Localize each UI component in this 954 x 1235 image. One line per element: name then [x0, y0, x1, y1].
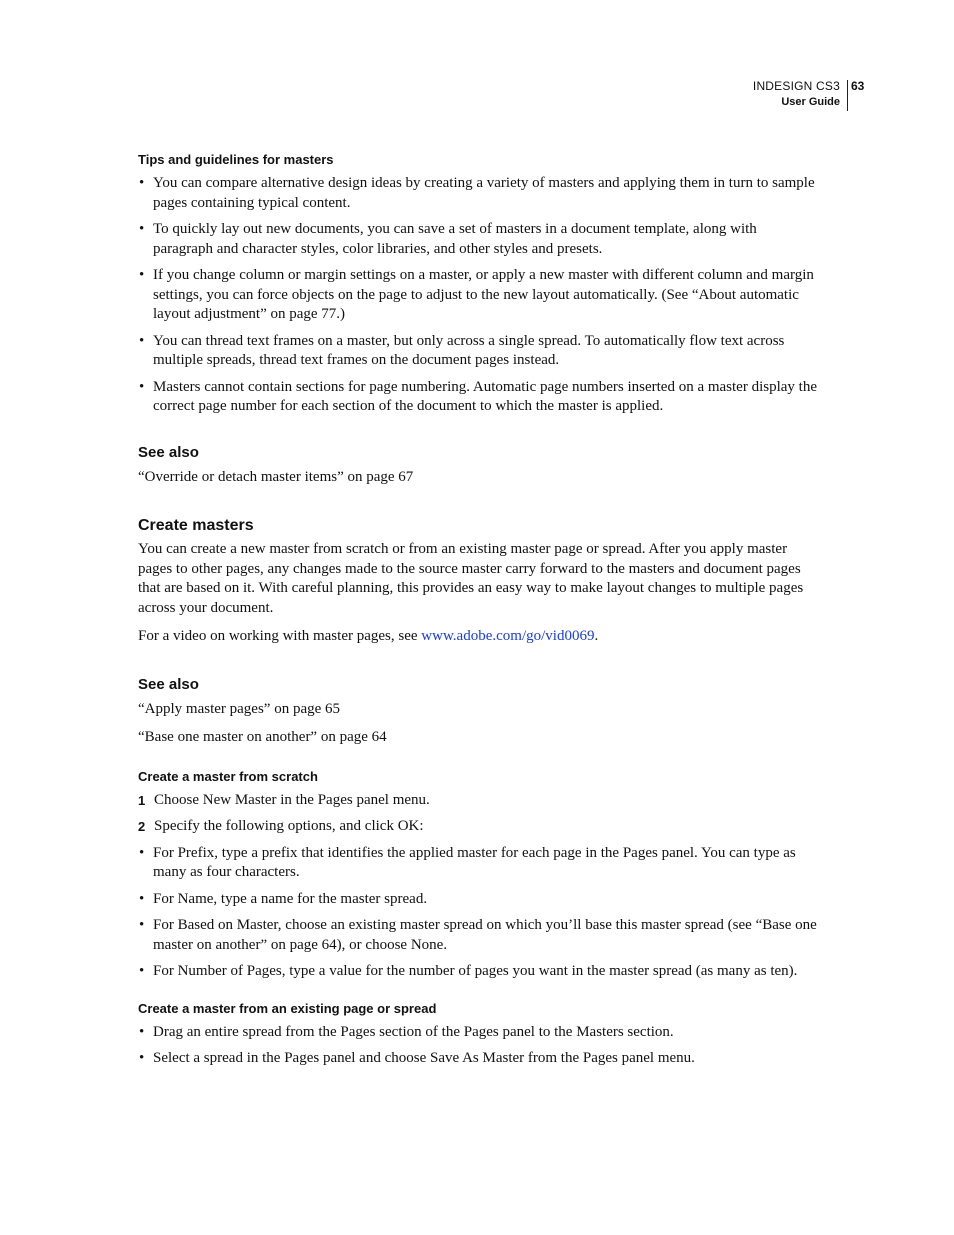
list-item-text: Select a spread in the Pages panel and choose Save As Master from the Pages panel menu.: [153, 1050, 695, 1066]
steps-list: [138, 791, 818, 837]
cross-reference-link[interactable]: “Override or detach master items” on page 67: [138, 468, 414, 485]
list-item: [138, 916, 818, 955]
step-number: 1: [138, 792, 146, 808]
see-also-heading: See also: [138, 443, 199, 461]
list-item: [138, 1049, 818, 1069]
bullet-icon: •: [139, 332, 145, 349]
running-header: [753, 78, 848, 110]
bullet-icon: •: [139, 917, 145, 933]
list-item-text: Drag an entire spread from the Pages section of the Pages panel to the Masters section.: [153, 1023, 674, 1040]
list-item-text: For Name, type a name for the master spread.: [153, 890, 428, 907]
list-item-text: For Prefix, type a prefix that identifies the applied master for each page in the Pages panel. You can type as many as four characters.: [153, 844, 796, 880]
from-scratch-heading: Create a master from scratch: [138, 768, 318, 784]
bullet-icon: •: [139, 221, 145, 237]
existing-list: [138, 1023, 818, 1069]
step-text: Specify the following options, and click OK:: [154, 818, 424, 834]
list-item-text: If you change column or margin settings on a master, or apply a new master with different column and margin settings, you can force objects on the page to adjust to the new layout automatically. (See “About automatic layout adjustment” on page 77.): [153, 267, 814, 322]
step-number: 2: [138, 819, 146, 834]
list-item: [138, 962, 818, 982]
list-item-text: Masters cannot contain sections for page numbering. Automatic page numbers inserted on a master display the correct page number for each section of the document to which the master is applied.: [153, 378, 817, 414]
header-divider: [847, 80, 848, 111]
list-item: [138, 378, 818, 417]
list-item: [138, 1023, 818, 1043]
from-existing-heading: Create a master from an existing page or spread: [138, 1000, 437, 1016]
list-item-text: You can thread text frames on a master, but only across a single spread. To automatically flow text across multiple spreads, thread text frames on the document pages instead.: [153, 332, 785, 368]
video-suffix: .: [594, 628, 599, 644]
bullet-icon: •: [139, 890, 145, 907]
list-item: [138, 844, 818, 883]
list-item: [138, 174, 818, 213]
list-item-text: You can compare alternative design ideas by creating a variety of masters and applying them in turn to sample pages containing typical content.: [153, 175, 815, 211]
list-item: [138, 266, 818, 325]
step-item: [138, 791, 818, 811]
video-paragraph: [138, 627, 818, 647]
bullet-icon: •: [139, 1050, 145, 1066]
page-body: [138, 150, 818, 1076]
list-item-text: To quickly lay out new documents, you can save a set of masters in a document template, along with paragraph and character styles, color libraries, and other styles and presets.: [153, 221, 757, 257]
cross-reference-link[interactable]: “Apply master pages” on page 65: [138, 700, 341, 717]
bullet-icon: •: [139, 175, 145, 191]
list-item-text: For Number of Pages, type a value for the number of pages you want in the master spread (as many as ten).: [153, 963, 798, 979]
bullet-icon: •: [139, 267, 145, 283]
video-link[interactable]: www.adobe.com/go/vid0069: [421, 628, 595, 644]
section-title-create-masters: Create masters: [138, 517, 254, 534]
tips-list: [138, 174, 818, 417]
create-masters-intro: You can create a new master from scratch or from an existing master page or spread. After you apply master pages to other pages, any changes made to the source master carry forward to the masters and document pages that are based on it. With careful planning, this provides an easy way to make layout changes to multiple pages across your document.: [138, 541, 804, 616]
list-item: [138, 220, 818, 259]
see-also-heading: See also: [138, 675, 199, 693]
bullet-icon: •: [139, 378, 145, 395]
header-guide-title: User Guide: [781, 96, 840, 108]
list-item: [138, 890, 818, 910]
step-text: Choose New Master in the Pages panel menu.: [154, 791, 430, 808]
options-list: [138, 844, 818, 982]
tips-heading: Tips and guidelines for masters: [138, 152, 334, 167]
video-text: For a video on working with master pages, see: [138, 628, 422, 644]
page-number: 63: [851, 79, 865, 93]
step-item: [138, 817, 818, 837]
cross-reference-link[interactable]: “Base one master on another” on page 64: [138, 729, 387, 745]
list-item: [138, 332, 818, 371]
list-item-text: For Based on Master, choose an existing master spread on which you’ll base this master spread (see “Base one master on another” on page 64), or choose None.: [153, 917, 817, 953]
header-product: INDESIGN CS3: [752, 79, 840, 93]
bullet-icon: •: [139, 844, 145, 861]
bullet-icon: •: [139, 963, 145, 979]
bullet-icon: •: [139, 1023, 145, 1040]
